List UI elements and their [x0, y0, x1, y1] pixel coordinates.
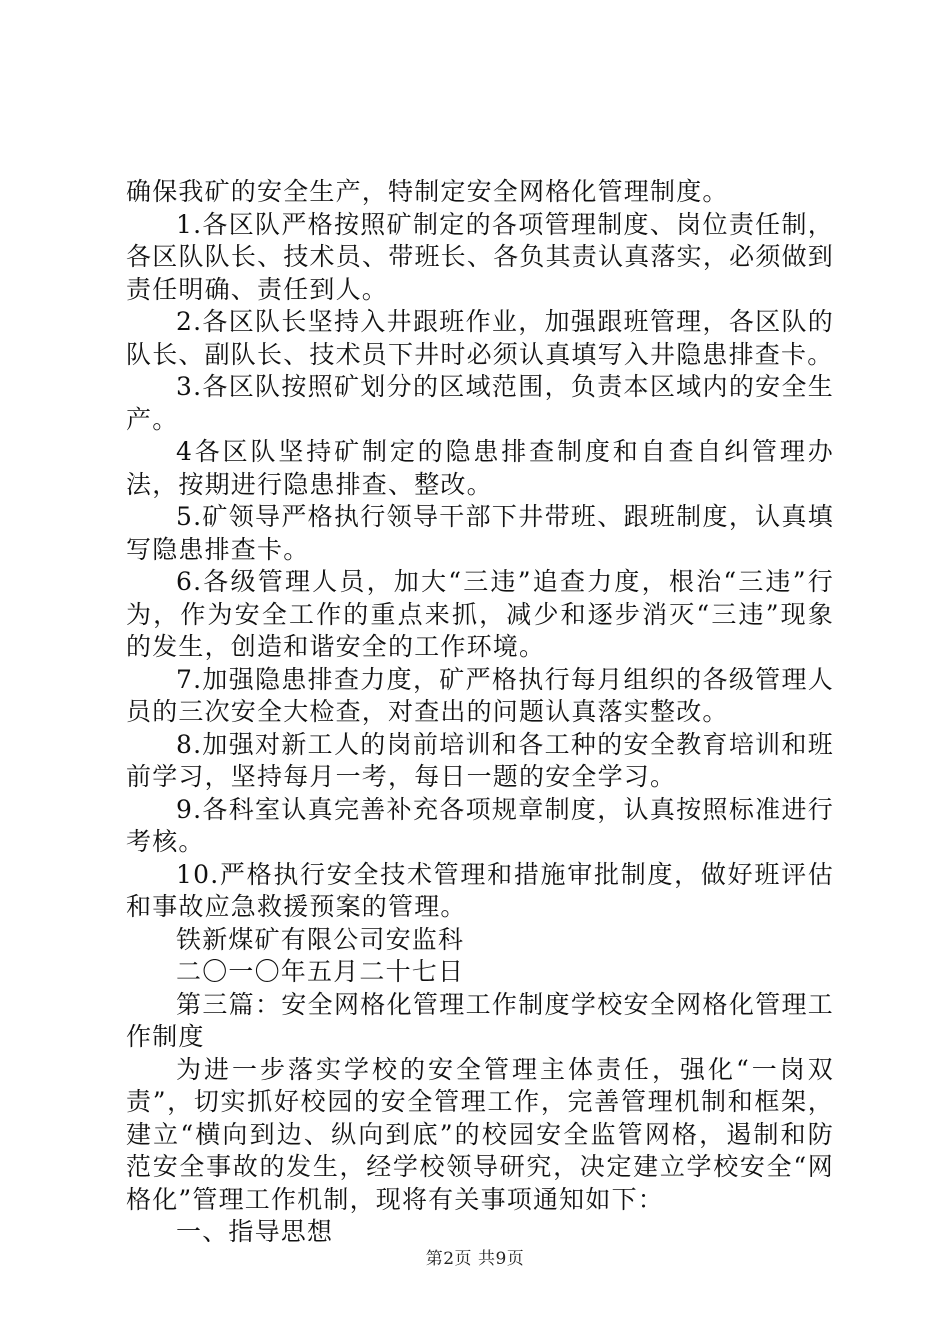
paragraph-item-4: 4各区队坚持矿制定的隐患排查制度和自查自纠管理办法，按期进行隐患排查、整改。: [126, 437, 834, 499]
paragraph-item-1: 1.各区队严格按照矿制定的各项管理制度、岗位责任制，各区队队长、技术员、带班长、各负其责认真落实，必须做到责任明确、责任到人。: [126, 209, 834, 304]
paragraph-notice-intro: 为进一步落实学校的安全管理主体责任，强化“一岗双责”，切实抓好校园的安全管理工作，完善管理机制和框架，建立“横向到边、纵向到底”的校园安全监管网格，遏制和防范安全事故的发生，经学校领导研究，决定建立学校安全“网格化”管理工作机制，现将有关事项通知如下：: [126, 1054, 834, 1214]
signature-organization: 铁新煤矿有限公司安监科: [176, 924, 465, 954]
signature-date: 二〇一〇年五月二十七日: [176, 957, 465, 986]
section-heading-guiding-thought: 一、指导思想: [176, 1217, 334, 1246]
paragraph-item-8: 8.加强对新工人的岗前培训和各工种的安全教育培训和班前学习，坚持每月一考，每日一题的安全学习。: [126, 729, 834, 791]
paragraph-item-2: 2.各区队长坚持入井跟班作业，加强跟班管理，各区队的队长、副队长、技术员下井时必须认真填写入井隐患排查卡。: [126, 307, 834, 369]
section-heading-part3: 第三篇：安全网格化管理工作制度学校安全网格化管理工作制度: [126, 989, 834, 1051]
document-body: [126, 176, 834, 1249]
paragraph-intro: 确保我矿的安全生产，特制定安全网格化管理制度。: [126, 177, 729, 206]
paragraph-item-6: 6.各级管理人员，加大“三违”追查力度，根治“三违”行为，作为安全工作的重点来抓，减少和逐步消灭“三违”现象的发生，创造和谐安全的工作环境。: [126, 567, 834, 661]
paragraph-item-7: 7.加强隐患排查力度，矿严格执行每月组织的各级管理人员的三次安全大检查，对查出的问题认真落实整改。: [126, 664, 834, 726]
page-footer: 第2页 共9页: [425, 1249, 525, 1269]
paragraph-item-9: 9.各科室认真完善补充各项规章制度，认真按照标准进行考核。: [126, 794, 834, 856]
paragraph-item-3: 3.各区队按照矿划分的区域范围，负责本区域内的安全生产。: [126, 372, 834, 434]
paragraph-item-5: 5.矿领导严格执行领导干部下井带班、跟班制度，认真填写隐患排查卡。: [126, 502, 834, 564]
paragraph-item-10: 10.严格执行安全技术管理和措施审批制度，做好班评估和事故应急救援预案的管理。: [126, 859, 834, 921]
